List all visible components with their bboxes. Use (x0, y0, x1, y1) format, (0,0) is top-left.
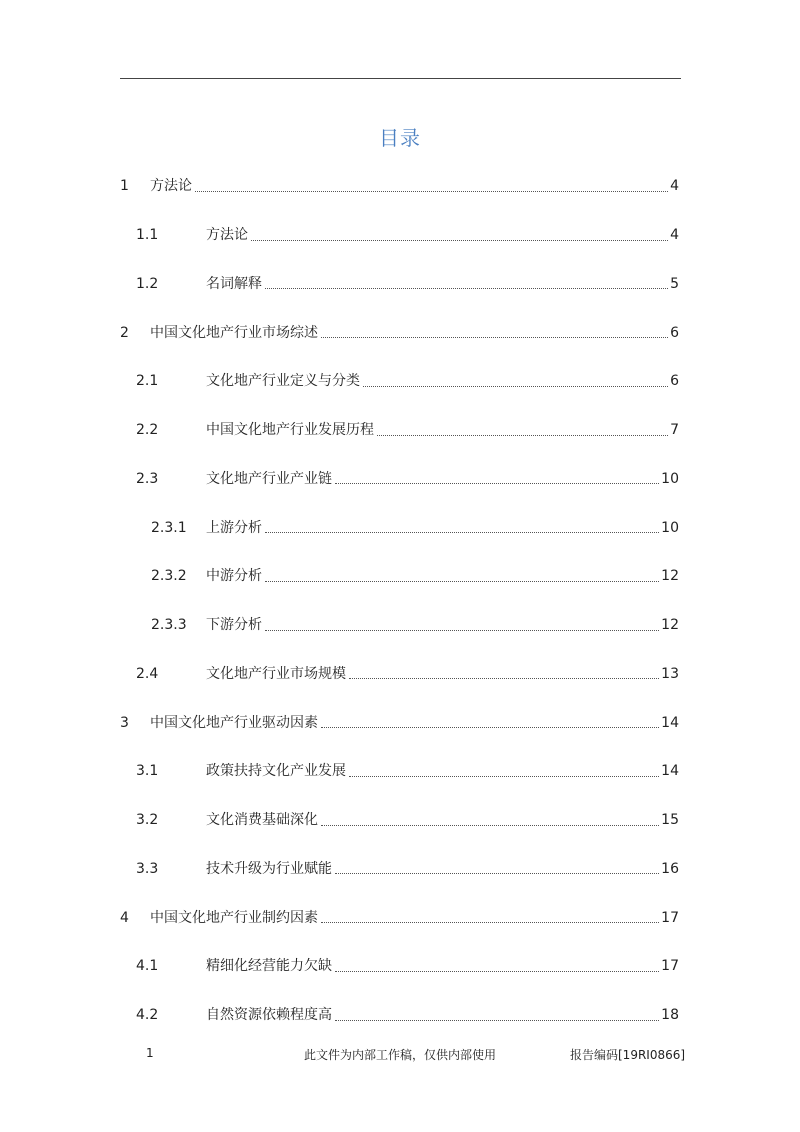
toc-title: 目录 (379, 126, 421, 150)
toc-entry[interactable] (120, 308, 679, 357)
toc-entry-label: 自然资源依赖程度高 (206, 1007, 332, 1024)
toc-dot-leader (335, 873, 659, 874)
toc-entry-page-number: 5 (670, 275, 679, 292)
toc-entry[interactable] (120, 650, 679, 699)
toc-entry[interactable] (120, 552, 679, 601)
toc-dot-leader (195, 191, 668, 192)
toc-entry[interactable] (120, 211, 679, 260)
toc-entry-label: 技术升级为行业赋能 (206, 860, 332, 877)
toc-entry-number: 2.3 (136, 470, 159, 487)
toc-entry[interactable] (120, 162, 679, 211)
toc-entry-page-number: 6 (670, 373, 679, 390)
toc-entry-page-number: 16 (661, 860, 679, 877)
toc-entry-page-number: 12 (661, 568, 679, 585)
toc-entry-page-number: 14 (661, 763, 679, 780)
toc-entry-page-number: 14 (661, 714, 679, 731)
toc-dot-leader (321, 727, 659, 728)
toc-entry-number: 3 (120, 714, 129, 731)
toc-entry-label: 文化地产行业市场规模 (206, 665, 346, 682)
toc-entry[interactable] (120, 601, 679, 650)
toc-entry-page-number: 6 (670, 324, 679, 341)
toc-entry-page-number: 18 (661, 1007, 679, 1024)
toc-entry-label: 文化地产行业产业链 (206, 470, 332, 487)
toc-entry-page-number: 17 (661, 909, 679, 926)
toc-entry-number: 2.3.1 (151, 519, 187, 536)
toc-entry-number: 4 (120, 909, 129, 926)
toc-entry-number: 4.1 (136, 958, 159, 975)
toc-entry-label: 中国文化地产行业发展历程 (206, 422, 374, 439)
toc-entry-page-number: 10 (661, 470, 679, 487)
toc-dot-leader (335, 483, 659, 484)
toc-entry-label: 中国文化地产行业市场综述 (150, 324, 318, 341)
toc-entry[interactable] (120, 991, 679, 1040)
toc-entry-page-number: 17 (661, 958, 679, 975)
table-of-contents (120, 162, 679, 1040)
toc-entry-number: 3.1 (136, 763, 159, 780)
toc-entry-page-number: 10 (661, 519, 679, 536)
footer-page-number: 1 (146, 1046, 154, 1060)
toc-dot-leader (265, 532, 659, 533)
toc-dot-leader (363, 386, 668, 387)
toc-dot-leader (349, 776, 659, 777)
toc-dot-leader (321, 825, 659, 826)
toc-entry[interactable] (120, 260, 679, 309)
toc-entry-page-number: 7 (670, 422, 679, 439)
toc-entry-label: 中国文化地产行业制约因素 (150, 909, 318, 926)
toc-dot-leader (321, 337, 668, 338)
toc-entry-label: 中国文化地产行业驱动因素 (150, 714, 318, 731)
toc-dot-leader (265, 581, 659, 582)
toc-entry-label: 文化消费基础深化 (206, 812, 318, 829)
toc-entry-number: 3.3 (136, 860, 159, 877)
toc-entry-number: 1.2 (136, 275, 159, 292)
toc-entry-number: 2 (120, 324, 129, 341)
toc-dot-leader (349, 678, 659, 679)
toc-entry-number: 2.4 (136, 665, 159, 682)
toc-dot-leader (335, 971, 659, 972)
page-footer (0, 1046, 800, 1066)
toc-entry[interactable] (120, 796, 679, 845)
toc-entry[interactable] (120, 747, 679, 796)
toc-entry[interactable] (120, 845, 679, 894)
toc-dot-leader (265, 630, 659, 631)
toc-dot-leader (335, 1020, 659, 1021)
toc-dot-leader (265, 288, 668, 289)
toc-entry-page-number: 4 (670, 178, 679, 195)
toc-entry-number: 1 (120, 178, 129, 195)
toc-entry-label: 精细化经营能力欠缺 (206, 958, 332, 975)
footer-report-code: 报告编码[19RI0866] (570, 1048, 686, 1062)
toc-entry[interactable] (120, 503, 679, 552)
toc-entry[interactable] (120, 698, 679, 747)
toc-entry-number: 1.1 (136, 227, 159, 244)
toc-entry-page-number: 12 (661, 617, 679, 634)
toc-entry-number: 2.3.3 (151, 617, 187, 634)
toc-dot-leader (377, 435, 668, 436)
toc-entry-number: 3.2 (136, 812, 159, 829)
toc-entry-label: 方法论 (150, 178, 192, 195)
toc-entry-label: 下游分析 (206, 617, 262, 634)
toc-entry-number: 2.2 (136, 422, 159, 439)
toc-entry-label: 中游分析 (206, 568, 262, 585)
toc-dot-leader (251, 240, 668, 241)
toc-entry[interactable] (120, 893, 679, 942)
toc-entry-page-number: 4 (670, 227, 679, 244)
toc-entry-label: 方法论 (206, 227, 248, 244)
toc-entry-label: 上游分析 (206, 519, 262, 536)
toc-dot-leader (321, 922, 659, 923)
toc-entry-label: 名词解释 (206, 275, 262, 292)
toc-entry-page-number: 13 (661, 665, 679, 682)
toc-entry-number: 2.1 (136, 373, 159, 390)
toc-entry-label: 文化地产行业定义与分类 (206, 373, 360, 390)
footer-confidential-note: 此文件为内部工作稿，仅供内部使用 (304, 1048, 497, 1062)
toc-entry-number: 4.2 (136, 1007, 159, 1024)
toc-entry[interactable] (120, 406, 679, 455)
toc-entry-page-number: 15 (661, 812, 679, 829)
header-rule (120, 78, 681, 79)
toc-entry[interactable] (120, 455, 679, 504)
toc-entry-number: 2.3.2 (151, 568, 187, 585)
toc-entry-label: 政策扶持文化产业发展 (206, 763, 346, 780)
toc-entry[interactable] (120, 357, 679, 406)
toc-entry[interactable] (120, 942, 679, 991)
